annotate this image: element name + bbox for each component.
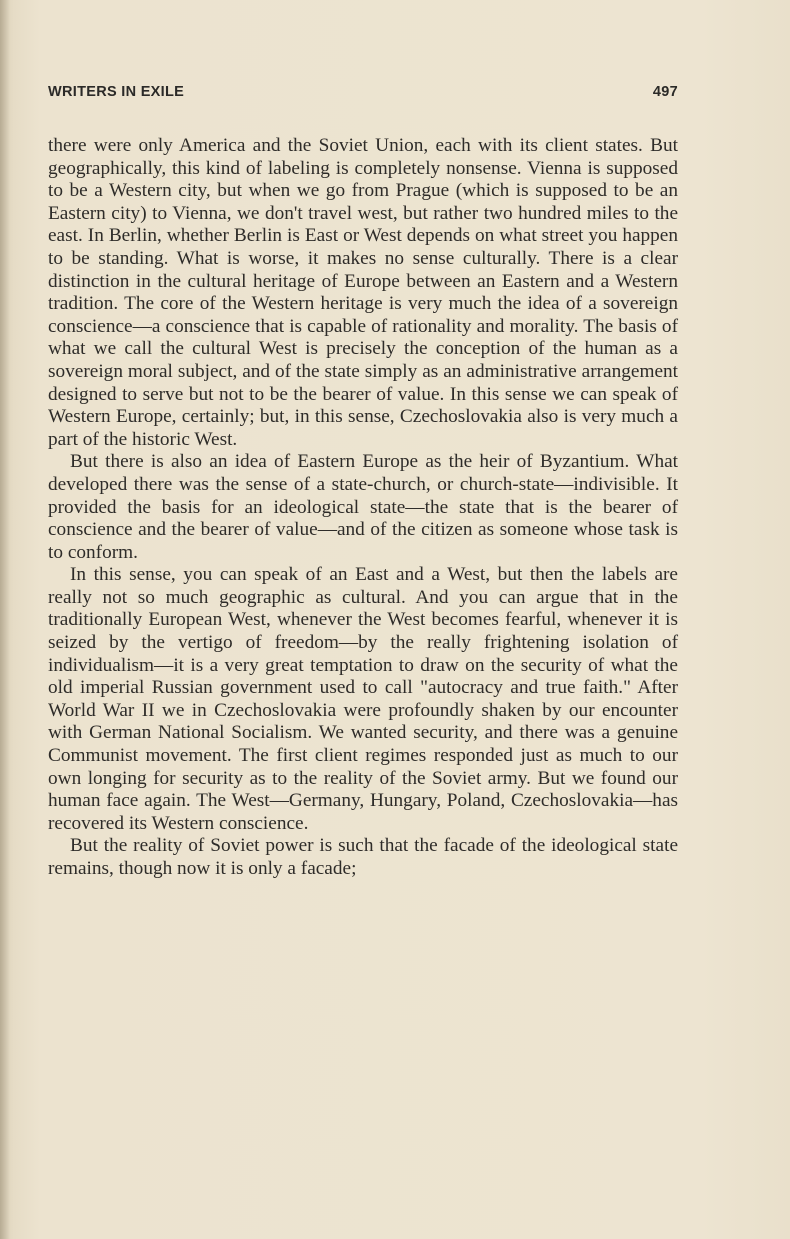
paragraph-4: But the reality of Soviet power is such that the facade of the ideological state remains, though now it is only a facade; <box>48 835 678 879</box>
body-text <box>48 135 678 881</box>
paragraph-3: In this sense, you can speak of an East and a West, but then the labels are really not so much geographic as cultural. And you can argue that in the traditionally European West, whenever the West becomes fearful, whenever it is seized by the vertigo of freedom—by the really frightening isolation of individualism—it is a very great temptation to draw on the security of what the old imperial Russian government used to call "autocracy and true faith." After World War II we in Czechoslovakia were profoundly shaken by our encounter with German National Socialism. We wanted security, and there was a genuine Communist movement. The first client regimes responded just as much to our own longing for security as to the reality of the Soviet army. But we found our human face again. The West—Germany, Hungary, Poland, Czechoslovakia—has recovered its Western conscience. <box>48 564 678 834</box>
page-header <box>48 84 678 106</box>
running-head: WRITERS IN EXILE <box>48 84 185 100</box>
paragraph-2: But there is also an idea of Eastern Europe as the heir of Byzantium. What developed there was the sense of a state-church, or church-state—indivisible. It provided the basis for an ideological state—the state that is the bearer of conscience and the bearer of value—and of the citizen as someone whose task is to conform. <box>48 451 678 563</box>
spine-shadow <box>0 0 10 1239</box>
paragraph-1: there were only America and the Soviet Union, each with its client states. But geographically, this kind of labeling is completely nonsense. Vienna is supposed to be a Western city, but when we go from Prague (which is supposed to be an Eastern city) to Vienna, we don't travel west, but rather two hundred miles to the east. In Berlin, whether Berlin is East or West depends on what street you happen to be standing. What is worse, it makes no sense culturally. There is a clear distinction in the cultural heritage of Europe between an Eastern and a Western tradition. The core of the Western heritage is very much the idea of a sovereign conscience—a conscience that is capable of rationality and morality. The basis of what we call the cultural West is precisely the conception of the human as a sovereign moral subject, and of the state simply as an administrative arrangement designed to serve but not to be the bearer of value. In this sense we can speak of Western Europe, certainly; but, in this sense, Czechoslovakia also is very much a part of the historic West. <box>48 135 678 450</box>
page-number: 497 <box>652 84 678 100</box>
